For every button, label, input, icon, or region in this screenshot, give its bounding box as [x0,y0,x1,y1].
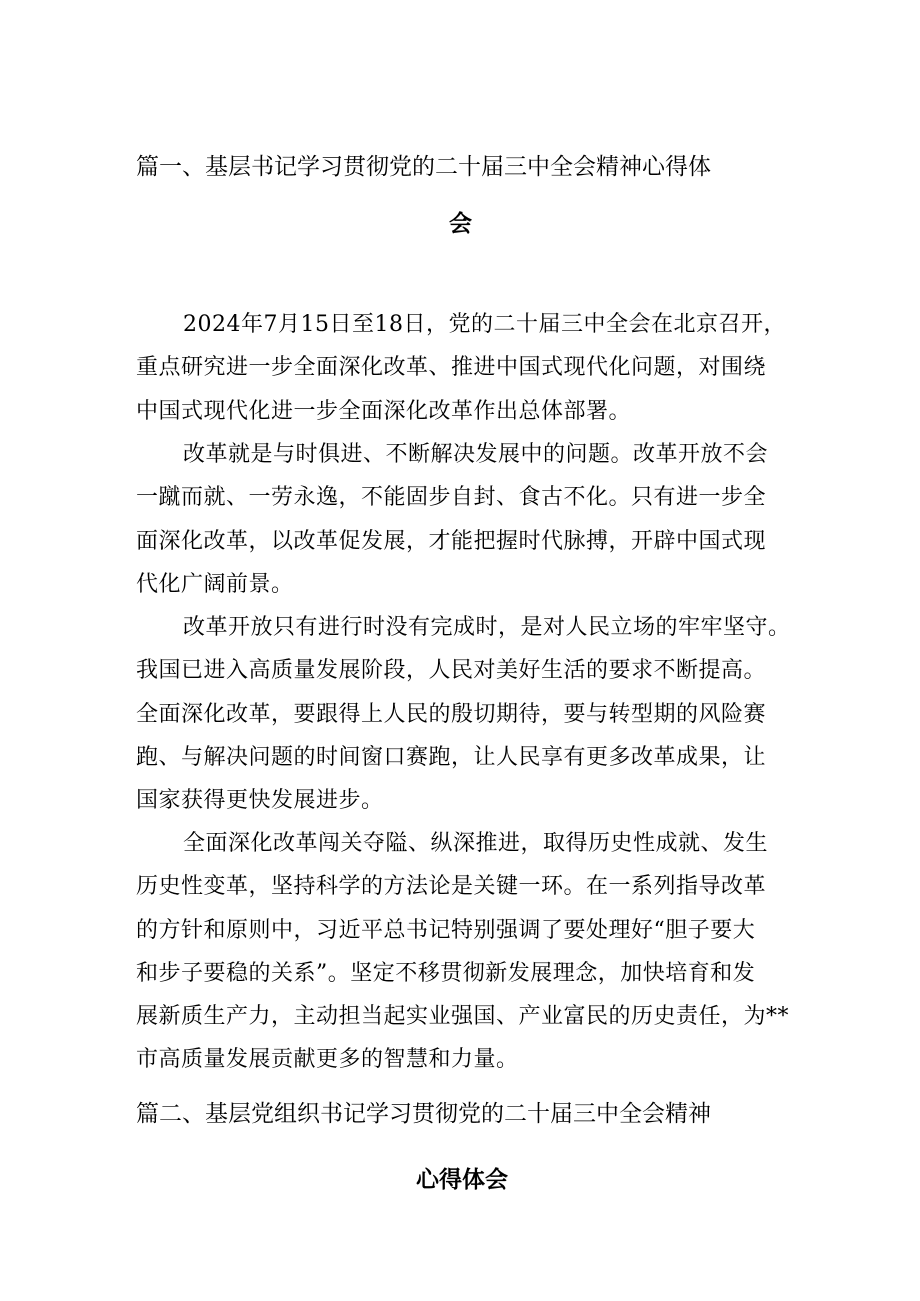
paragraph-line: 历史性变革，坚持科学的方法论是关键一环。在一系列指导改革 [136,874,767,900]
paragraph-line: 改革开放只有进行时没有完成时，是对人民立场的牢牢坚守。 [183,615,791,640]
paragraph-line: 跑、与解决问题的时间窗口赛跑，让人民享有更多改革成果，让 [136,744,767,770]
paragraph-1 [136,303,796,433]
section2-title-line2: 心得体会 [416,1167,508,1193]
paragraph-line: 我国已进入高质量发展阶段，人民对美好生活的要求不断提高。 [136,658,767,684]
section2-title-line1: 篇二、基层党组织书记学习贯彻党的二十届三中全会精神 [136,1101,711,1127]
paragraph-line: 展新质生产力，主动担当起实业强国、产业富民的历史责任，为** [136,1004,790,1030]
paragraph-line: 国家获得更快发展进步。 [136,788,384,814]
paragraph-line: 面深化改革，以改革促发展，才能把握时代脉搏，开辟中国式现 [136,528,767,554]
section1-title-line2: 会 [449,211,472,237]
paragraph-line: 改革就是与时俱进、不断解决发展中的问题。改革开放不会 [183,442,769,467]
paragraph-line: 全面深化改革闯关夺隘、纵深推进，取得历史性成就、发生 [183,831,769,856]
paragraph-line: 重点研究进一步全面深化改革、推进中国式现代化问题，对围绕 [136,355,767,381]
paragraph-line: 和步子要稳的关系”。坚定不移贯彻新发展理念，加快培育和发 [136,960,756,986]
paragraph-line: 2024年7月15日至18日，党的二十届三中全会在北京召开， [183,312,786,337]
paragraph-line: 中国式现代化进一步全面深化改革作出总体部署。 [136,398,632,424]
section1-title-line1: 篇一、基层书记学习贯彻党的二十届三中全会精神心得体 [136,154,711,180]
paragraph-line: 一蹴而就、一劳永逸，不能固步自封、食古不化。只有进一步全 [136,485,767,511]
paragraph-4 [136,822,796,1082]
paragraph-line: 市高质量发展贡献更多的智慧和力量。 [136,1047,519,1073]
paragraph-line: 的方针和原则中，习近平总书记特别强调了要处理好“胆子要大 [136,917,756,943]
paragraph-3 [136,606,796,822]
paragraph-line: 全面深化改革，要跟得上人民的殷切期待，要与转型期的风险赛 [136,701,767,727]
paragraph-2 [136,433,796,606]
paragraph-line: 代化广阔前景。 [136,571,294,597]
